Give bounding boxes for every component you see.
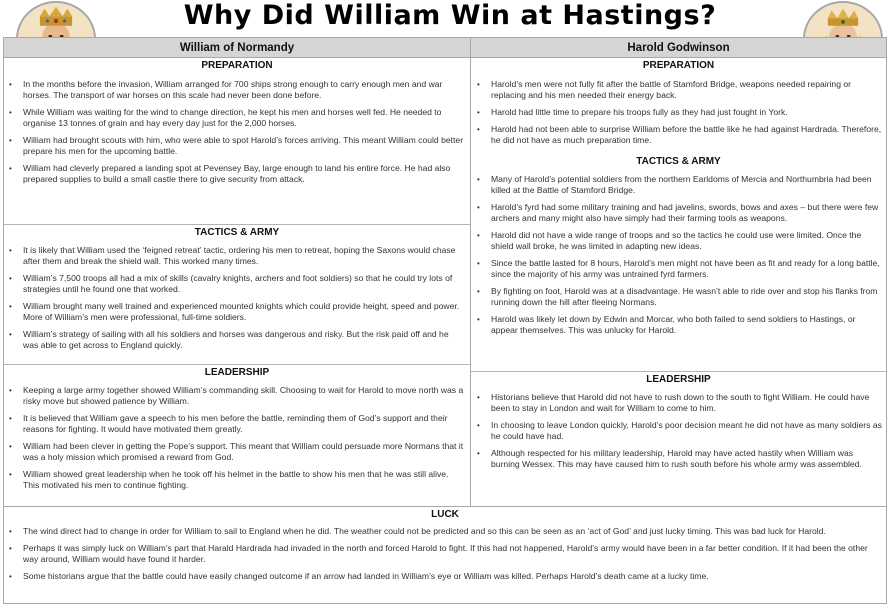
list-item: • The wind direct had to change in order for William to sail to England when he did. The weather could not be predicted and so this can be seen as an ‘act of God’ and just lucky timing. This was bad luck for Harold.: [6, 526, 882, 537]
list-item: • It is believed that William gave a speech to his men before the battle, reminding them of God’s support and their reasons for fighting. It would have motivated them greatly.: [6, 413, 466, 436]
list-item: • By fighting on foot, Harold was at a disadvantage. He wasn’t able to ride over and stop his flanks from running down the hill after fleeing Normans.: [474, 286, 882, 309]
harold-preparation-heading: PREPARATION: [471, 58, 886, 73]
list-item: • Harold’s fyrd had some military training and had javelins, swords, bows and axes – but there were few archers and many might also have simply had their farming tools as weapons.: [474, 202, 882, 225]
list-item: • William’s strategy of sailing with all his soldiers and horses was dangerous and risky. But the risk paid off and he was able to get across to England quickly.: [6, 329, 466, 352]
luck-heading: LUCK: [4, 507, 886, 522]
luck-list: [6, 526, 882, 587]
william-leadership-list: [6, 385, 466, 497]
william-column-header: William of Normandy: [4, 38, 470, 58]
list-item: • Harold did not have a wide range of troops and so the tactics he could use were limited. Once the shield wall broke, he was limited in adapting new ideas.: [474, 230, 882, 253]
list-item: • William’s 7,500 troops all had a mix of skills (cavalry knights, archers and foot soldiers) so that he could try lots of strategies until he found one that worked.: [6, 273, 466, 296]
william-preparation-heading: PREPARATION: [4, 58, 470, 73]
william-tactics-heading: TACTICS & ARMY: [4, 225, 470, 240]
harold-leadership-list: [474, 392, 882, 476]
harold-tactics-heading: TACTICS & ARMY: [471, 154, 886, 169]
william-preparation-list: [6, 79, 466, 191]
column-divider: [470, 37, 471, 507]
list-item: • Harold had not been able to surprise William before the battle like he had against Hardrada. Therefore, he did not have as much preparation time.: [474, 124, 882, 147]
list-item: • In the months before the invasion, William arranged for 700 ships strong enough to carry enough men and war horses. The transport of war horses on this scale had never been done before.: [6, 79, 466, 102]
list-item: • It is likely that William used the ‘feigned retreat’ tactic, ordering his men to retreat, hoping the Saxons would chase after them and break the shield wall. This worked many times.: [6, 245, 466, 268]
page-title: Why Did William Win at Hastings?: [183, 0, 717, 31]
list-item: • While William was waiting for the wind to change direction, he kept his men and horses well fed. He needed to organise 13 tonnes of grain and hay every day just for the 2,000 horses.: [6, 107, 466, 130]
william-tactics-list: [6, 245, 466, 357]
list-item: • William had brought scouts with him, who were able to spot Harold’s forces arriving. This meant William could better prepare his men for the upcoming battle.: [6, 135, 466, 158]
list-item: • Harold had little time to prepare his troops fully as they had just fought in York.: [474, 107, 882, 118]
list-item: • Since the battle lasted for 8 hours, Harold’s men might not have been as fit and ready for a long battle, since the majority of his army was untrained fyrd farmers.: [474, 258, 882, 281]
list-item: • William had been clever in getting the Pope’s support. This meant that William could persuade more Normans that it was a holy mission which promised a reward from God.: [6, 441, 466, 464]
list-item: • Keeping a large army together showed William’s commanding skill. Choosing to wait for Harold to move north was a risky move but showed patience by William.: [6, 385, 466, 408]
list-item: • William brought many well trained and experienced mounted knights which could provide height, speed and power. More of William’s men were professional, full-time soldiers.: [6, 301, 466, 324]
list-item: • Harold was likely let down by Edwin and Morcar, who both failed to send soldiers to Hastings, or appear themselves. This was unlucky for Harold.: [474, 314, 882, 337]
list-item: • Although respected for his military leadership, Harold may have acted hastily when William was burning Wessex. This may have caused him to rush south before his whole army was assembled.: [474, 448, 882, 471]
harold-column-header: Harold Godwinson: [471, 38, 886, 58]
list-item: • William had cleverly prepared a landing spot at Pevensey Bay, large enough to land his entire force. He had also prepared supplies to build a small castle there to give security from attack.: [6, 163, 466, 186]
list-item: • Historians believe that Harold did not have to rush down to the south to fight William. He could have been to stay in London and wait for William to come to him.: [474, 392, 882, 415]
harold-tactics-list: [474, 174, 882, 342]
list-item: • Some historians argue that the battle could have easily changed outcome if an arrow had landed in William’s eye or William was killed. Perhaps Harold’s death came at a lucky time.: [6, 571, 882, 582]
list-item: • Harold’s men were not fully fit after the battle of Stamford Bridge, weapons needed repairing or replacing and his men needed their energy back.: [474, 79, 882, 102]
list-item: • Perhaps it was simply luck on William’s part that Harald Hardrada had invaded in the north and forced Harold to fight. If this had not happened, Harold’s army would have been in a far better condition. If it had been the other way around, William would have found it harder.: [6, 543, 882, 566]
list-item: • In choosing to leave London quickly, Harold’s poor decision meant he did not have as many soldiers as he could have had.: [474, 420, 882, 443]
list-item: • Many of Harold’s potential soldiers from the northern Earldoms of Mercia and Northumbria had been killed at the Battle of Stamford Bridge.: [474, 174, 882, 197]
william-leadership-heading: LEADERSHIP: [4, 365, 470, 380]
list-item: • William showed great leadership when he took off his helmet in the battle to show his men that he was still alive. This motivated his men to continue fighting.: [6, 469, 466, 492]
harold-leadership-heading: LEADERSHIP: [471, 372, 886, 387]
harold-preparation-list: [474, 79, 882, 152]
